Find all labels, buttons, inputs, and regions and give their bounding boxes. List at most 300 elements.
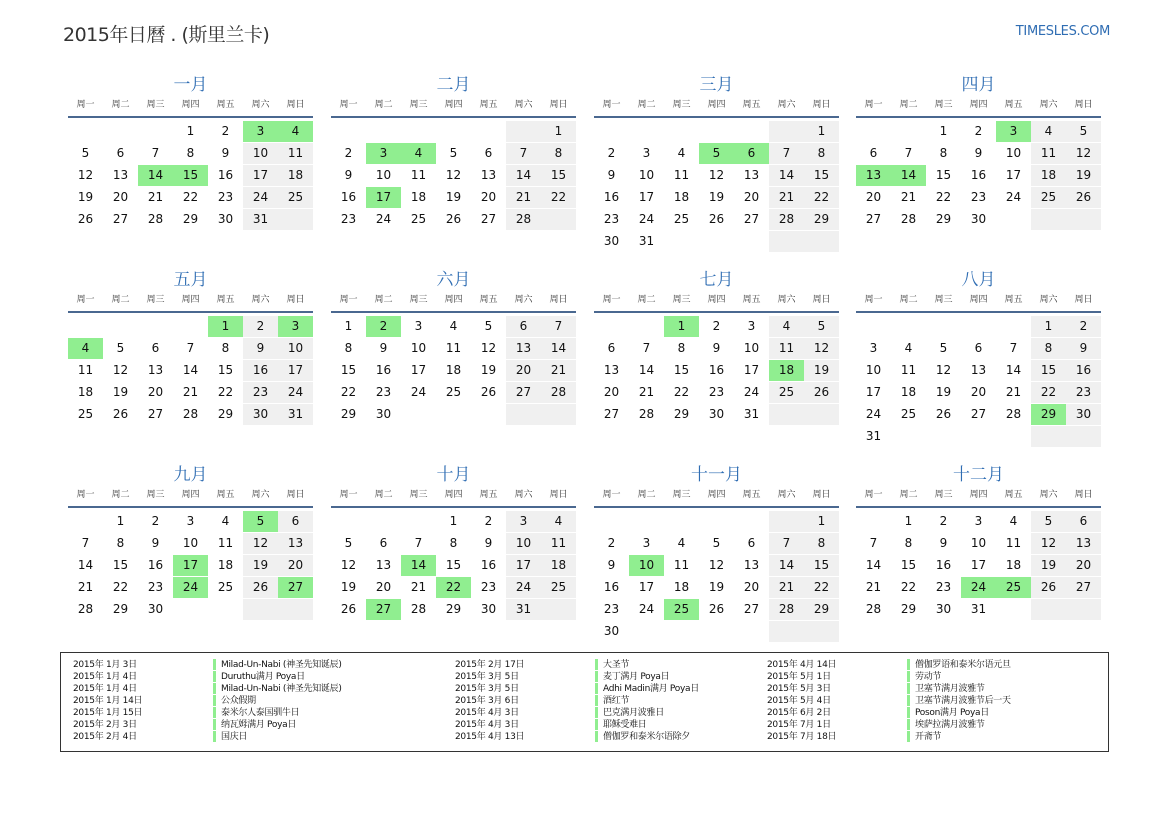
- holiday-name: 纳瓦姆满月 Poya日: [221, 720, 297, 730]
- empty-cell: [734, 231, 769, 252]
- week-row: [856, 338, 1101, 360]
- day-cell: 30: [480, 602, 497, 616]
- empty-cell: [541, 599, 576, 620]
- week-row: [68, 555, 313, 577]
- weekday-label: 周二: [637, 295, 656, 305]
- weekday-label: 周二: [374, 295, 393, 305]
- day-cell: 11: [1005, 536, 1022, 550]
- day-cell: 3: [278, 316, 313, 337]
- empty-cell: [401, 121, 436, 142]
- day-cell: 6: [869, 146, 878, 160]
- day-cell: 4: [1031, 121, 1066, 142]
- day-cell: 3: [414, 319, 423, 333]
- week-row: [856, 555, 1101, 577]
- day-cell: 26: [935, 407, 952, 421]
- day-cell: 27: [970, 407, 987, 421]
- day-cell: 12: [804, 338, 839, 359]
- day-cell: 21: [410, 580, 427, 594]
- day-cell: 10: [182, 536, 199, 550]
- empty-cell: [926, 316, 961, 337]
- day-cell: 23: [480, 580, 497, 594]
- day-cell: 23: [217, 190, 234, 204]
- weekday-label: 周三: [146, 295, 165, 305]
- day-cell: 18: [77, 385, 94, 399]
- day-cell: 15: [173, 165, 208, 186]
- weekday-label: 周一: [76, 100, 95, 110]
- day-cell: 14: [182, 363, 199, 377]
- week-row: [68, 209, 313, 231]
- month-calendar: [594, 268, 839, 426]
- day-cell: 2: [366, 316, 401, 337]
- week-row: [331, 209, 576, 231]
- weekday-label: 周二: [637, 490, 656, 500]
- day-cell: 6: [506, 316, 541, 337]
- weekday-label: 周二: [374, 490, 393, 500]
- week-row: [594, 187, 839, 209]
- week-row: [594, 360, 839, 382]
- day-cell: 25: [445, 385, 462, 399]
- empty-cell: [664, 231, 699, 252]
- month-calendar: [68, 73, 313, 231]
- week-row: [68, 577, 313, 599]
- day-cell: 29: [900, 602, 917, 616]
- day-cell: 28: [769, 209, 804, 230]
- day-cell: 10: [506, 533, 541, 554]
- weekday-label: 周二: [899, 295, 918, 305]
- empty-cell: [891, 426, 926, 447]
- week-row: [331, 382, 576, 404]
- week-row: [856, 382, 1101, 404]
- weekday-label: 周一: [864, 490, 883, 500]
- day-cell: 8: [116, 536, 125, 550]
- holiday-marker: [595, 719, 598, 730]
- day-cell: 9: [974, 146, 983, 160]
- header-divider: [856, 116, 1101, 118]
- day-cell: 12: [708, 558, 725, 572]
- month-name: 十一月: [691, 465, 742, 485]
- day-cell: 6: [607, 341, 616, 355]
- day-cell: 19: [445, 190, 462, 204]
- day-cell: 13: [856, 165, 891, 186]
- empty-cell: [856, 316, 891, 337]
- day-cell: 10: [375, 168, 392, 182]
- weekday-label: 周一: [864, 295, 883, 305]
- day-cell: 16: [708, 363, 725, 377]
- day-cell: 10: [970, 536, 987, 550]
- header-divider: [594, 506, 839, 508]
- day-cell: 22: [935, 190, 952, 204]
- header-divider: [331, 506, 576, 508]
- day-cell: 21: [865, 580, 882, 594]
- day-cell: 19: [480, 363, 497, 377]
- day-cell: 9: [607, 558, 616, 572]
- day-cell: 8: [939, 146, 948, 160]
- weekday-label: 周六: [251, 295, 270, 305]
- day-cell: 3: [869, 341, 878, 355]
- empty-cell: [243, 599, 278, 620]
- day-cell: 28: [147, 212, 164, 226]
- day-cell: 23: [1066, 382, 1101, 403]
- week-row: [594, 511, 839, 533]
- holiday-name: 僧伽罗和泰米尔语除夕: [603, 732, 691, 742]
- day-cell: 9: [607, 168, 616, 182]
- day-cell: 17: [243, 165, 278, 186]
- day-cell: 20: [865, 190, 882, 204]
- day-cell: 29: [1031, 404, 1066, 425]
- day-cell: 30: [935, 602, 952, 616]
- day-cell: 13: [480, 168, 497, 182]
- holiday-date: 2015年 2月 3日: [73, 720, 137, 730]
- day-cell: 22: [804, 577, 839, 598]
- day-cell: 22: [436, 577, 471, 598]
- day-cell: 11: [1031, 143, 1066, 164]
- day-cell: 9: [939, 536, 948, 550]
- weekday-label: 周二: [637, 100, 656, 110]
- week-row: [68, 143, 313, 165]
- day-cell: 6: [116, 146, 125, 160]
- week-row: [594, 209, 839, 231]
- day-cell: 10: [410, 341, 427, 355]
- month-calendar: [68, 463, 313, 621]
- week-row: [594, 231, 839, 253]
- day-cell: 6: [747, 536, 756, 550]
- day-cell: 19: [935, 385, 952, 399]
- day-cell: 30: [147, 602, 164, 616]
- day-cell: 16: [243, 360, 278, 381]
- day-cell: 5: [81, 146, 90, 160]
- day-cell: 6: [1066, 511, 1101, 532]
- day-cell: 7: [769, 143, 804, 164]
- day-cell: 13: [375, 558, 392, 572]
- day-cell: 7: [506, 143, 541, 164]
- day-cell: 9: [344, 168, 353, 182]
- weekday-label: 周六: [777, 490, 796, 500]
- day-cell: 4: [677, 146, 686, 160]
- holiday-name: Duruthu满月 Poya日: [221, 672, 305, 682]
- day-cell: 20: [278, 555, 313, 576]
- holiday-marker: [907, 683, 910, 694]
- day-cell: 8: [344, 341, 353, 355]
- day-cell: 31: [243, 209, 278, 230]
- day-cell: 11: [278, 143, 313, 164]
- day-cell: 3: [747, 319, 756, 333]
- weekday-label: 周四: [969, 100, 988, 110]
- empty-cell: [506, 121, 541, 142]
- weekday-label: 周一: [339, 490, 358, 500]
- day-cell: 23: [375, 385, 392, 399]
- day-cell: 19: [340, 580, 357, 594]
- holiday-name: Poson满月 Poya日: [915, 708, 989, 718]
- day-cell: 9: [379, 341, 388, 355]
- weekday-header: [331, 487, 576, 504]
- day-cell: 28: [182, 407, 199, 421]
- holiday-date: 2015年 7月 18日: [767, 732, 837, 742]
- header-divider: [331, 311, 576, 313]
- holiday-name: Adhi Madin满月 Poya日: [603, 684, 699, 694]
- week-row: [594, 577, 839, 599]
- month-calendar: [331, 463, 576, 621]
- day-cell: 17: [173, 555, 208, 576]
- legend-row: [73, 683, 342, 695]
- day-cell: 1: [804, 121, 839, 142]
- day-cell: 22: [112, 580, 129, 594]
- week-row: [856, 143, 1101, 165]
- day-cell: 1: [1031, 316, 1066, 337]
- day-cell: 26: [480, 385, 497, 399]
- legend-row: [455, 683, 699, 695]
- month-name: 八月: [961, 270, 996, 290]
- day-cell: 21: [900, 190, 917, 204]
- day-cell: 27: [278, 577, 313, 598]
- week-row: [331, 577, 576, 599]
- day-cell: 19: [243, 555, 278, 576]
- day-cell: 5: [712, 536, 721, 550]
- weekday-label: 周一: [602, 100, 621, 110]
- day-cell: 2: [607, 146, 616, 160]
- holiday-name: 国庆日: [221, 732, 248, 742]
- weekday-label: 周一: [76, 490, 95, 500]
- day-cell: 15: [804, 165, 839, 186]
- week-row: [331, 187, 576, 209]
- empty-cell: [769, 121, 804, 142]
- day-cell: 22: [900, 580, 917, 594]
- month-name: 五月: [173, 270, 208, 290]
- day-cell: 26: [243, 577, 278, 598]
- month-name: 九月: [173, 465, 208, 485]
- week-row: [68, 187, 313, 209]
- day-cell: 25: [77, 407, 94, 421]
- weekday-label: 周五: [742, 490, 761, 500]
- day-cell: 6: [278, 511, 313, 532]
- day-cell: 20: [1066, 555, 1101, 576]
- weekday-label: 周四: [181, 490, 200, 500]
- weekday-label: 周六: [1039, 100, 1058, 110]
- weekday-label: 周六: [251, 490, 270, 500]
- day-cell: 3: [186, 514, 195, 528]
- weekday-label: 周五: [216, 100, 235, 110]
- day-cell: 17: [366, 187, 401, 208]
- day-cell: 7: [414, 536, 423, 550]
- day-cell: 21: [77, 580, 94, 594]
- legend-row: [73, 731, 342, 743]
- day-cell: 17: [506, 555, 541, 576]
- weekday-label: 周日: [549, 100, 568, 110]
- day-cell: 25: [673, 212, 690, 226]
- day-cell: 7: [151, 146, 160, 160]
- day-cell: 19: [804, 360, 839, 381]
- holiday-legend: [60, 652, 1109, 752]
- weekday-label: 周三: [672, 295, 691, 305]
- day-cell: 7: [1009, 341, 1018, 355]
- weekday-label: 周一: [76, 295, 95, 305]
- empty-cell: [173, 316, 208, 337]
- weekday-label: 周一: [339, 100, 358, 110]
- day-cell: 1: [904, 514, 913, 528]
- day-cell: 28: [638, 407, 655, 421]
- day-cell: 17: [638, 190, 655, 204]
- day-cell: 15: [1031, 360, 1066, 381]
- weekday-header: [68, 487, 313, 504]
- day-cell: 14: [638, 363, 655, 377]
- day-cell: 7: [869, 536, 878, 550]
- day-cell: 8: [541, 143, 576, 164]
- weekday-label: 周日: [812, 490, 831, 500]
- month-calendar: [594, 73, 839, 253]
- day-cell: 19: [708, 580, 725, 594]
- weekday-label: 周二: [899, 490, 918, 500]
- weekday-label: 周三: [409, 100, 428, 110]
- weekday-label: 周五: [216, 490, 235, 500]
- day-cell: 4: [68, 338, 103, 359]
- week-row: [331, 555, 576, 577]
- holiday-marker: [213, 707, 216, 718]
- day-cell: 27: [1066, 577, 1101, 598]
- day-cell: 25: [664, 599, 699, 620]
- day-cell: 14: [1005, 363, 1022, 377]
- week-row: [856, 209, 1101, 231]
- day-cell: 3: [506, 511, 541, 532]
- holiday-date: 2015年 5月 4日: [767, 696, 831, 706]
- week-row: [856, 577, 1101, 599]
- holiday-date: 2015年 1月 14日: [73, 696, 143, 706]
- day-cell: 27: [112, 212, 129, 226]
- holiday-name: 巴克满月波雅日: [603, 708, 664, 718]
- weekday-label: 周三: [934, 100, 953, 110]
- day-cell: 14: [769, 165, 804, 186]
- week-row: [856, 360, 1101, 382]
- empty-cell: [1066, 599, 1101, 620]
- day-cell: 2: [1066, 316, 1101, 337]
- day-cell: 18: [445, 363, 462, 377]
- empty-cell: [103, 316, 138, 337]
- day-cell: 19: [708, 190, 725, 204]
- empty-cell: [996, 209, 1031, 230]
- week-row: [68, 404, 313, 426]
- day-cell: 10: [278, 338, 313, 359]
- day-cell: 18: [1031, 165, 1066, 186]
- day-cell: 1: [208, 316, 243, 337]
- day-cell: 13: [743, 558, 760, 572]
- weekday-label: 周日: [812, 100, 831, 110]
- day-cell: 13: [603, 363, 620, 377]
- day-cell: 16: [970, 168, 987, 182]
- legend-row: [455, 731, 699, 743]
- day-cell: 31: [638, 234, 655, 248]
- day-cell: 9: [151, 536, 160, 550]
- empty-cell: [278, 599, 313, 620]
- week-row: [856, 121, 1101, 143]
- legend-row: [767, 731, 1011, 743]
- weekday-header: [856, 292, 1101, 309]
- legend-row: [73, 695, 342, 707]
- day-cell: 12: [935, 363, 952, 377]
- day-cell: 16: [147, 558, 164, 572]
- holiday-date: 2015年 1月 4日: [73, 684, 137, 694]
- day-cell: 29: [217, 407, 234, 421]
- empty-cell: [208, 599, 243, 620]
- day-cell: 10: [243, 143, 278, 164]
- week-row: [594, 621, 839, 643]
- day-cell: 15: [445, 558, 462, 572]
- day-cell: 2: [344, 146, 353, 160]
- weekday-label: 周四: [444, 490, 463, 500]
- day-cell: 8: [904, 536, 913, 550]
- holiday-marker: [595, 695, 598, 706]
- empty-cell: [541, 209, 576, 230]
- day-cell: 16: [480, 558, 497, 572]
- weekday-label: 周六: [777, 100, 796, 110]
- weekday-label: 周三: [934, 490, 953, 500]
- day-cell: 6: [484, 146, 493, 160]
- empty-cell: [769, 404, 804, 425]
- day-cell: 12: [77, 168, 94, 182]
- day-cell: 25: [541, 577, 576, 598]
- day-cell: 20: [603, 385, 620, 399]
- header-divider: [68, 116, 313, 118]
- day-cell: 26: [340, 602, 357, 616]
- week-row: [594, 121, 839, 143]
- day-cell: 11: [445, 341, 462, 355]
- day-cell: 18: [278, 165, 313, 186]
- weekday-label: 周二: [111, 100, 130, 110]
- day-cell: 1: [664, 316, 699, 337]
- week-row: [68, 360, 313, 382]
- day-cell: 5: [1066, 121, 1101, 142]
- day-cell: 2: [151, 514, 160, 528]
- empty-cell: [804, 621, 839, 642]
- day-cell: 21: [147, 190, 164, 204]
- site-link[interactable]: TIMESLES.COM: [1015, 24, 1110, 39]
- holiday-date: 2015年 5月 1日: [767, 672, 831, 682]
- day-cell: 14: [891, 165, 926, 186]
- holiday-name: 卫塞节满月波雅节后一天: [915, 696, 1011, 706]
- empty-cell: [769, 511, 804, 532]
- week-row: [331, 165, 576, 187]
- holiday-name: 劳动节: [915, 672, 942, 682]
- day-cell: 14: [865, 558, 882, 572]
- day-cell: 13: [970, 363, 987, 377]
- day-cell: 6: [974, 341, 983, 355]
- day-cell: 28: [541, 382, 576, 403]
- day-cell: 19: [77, 190, 94, 204]
- weekday-label: 周日: [549, 295, 568, 305]
- empty-cell: [629, 621, 664, 642]
- weekday-label: 周一: [864, 100, 883, 110]
- day-cell: 23: [243, 382, 278, 403]
- legend-row: [767, 719, 1011, 731]
- day-cell: 11: [77, 363, 94, 377]
- day-cell: 15: [217, 363, 234, 377]
- weekday-header: [331, 97, 576, 114]
- day-cell: 18: [217, 558, 234, 572]
- day-cell: 23: [147, 580, 164, 594]
- month-name: 十二月: [953, 465, 1004, 485]
- day-cell: 4: [1009, 514, 1018, 528]
- day-cell: 8: [186, 146, 195, 160]
- holiday-date: 2015年 5月 3日: [767, 684, 831, 694]
- day-cell: 20: [970, 385, 987, 399]
- day-cell: 16: [217, 168, 234, 182]
- weekday-label: 周五: [479, 100, 498, 110]
- empty-cell: [471, 121, 506, 142]
- day-cell: 27: [865, 212, 882, 226]
- weekday-header: [68, 97, 313, 114]
- month-calendar: [856, 73, 1101, 231]
- weekday-label: 周五: [1004, 490, 1023, 500]
- weekday-label: 周二: [111, 295, 130, 305]
- holiday-name: 埃萨拉满月波雅节: [915, 720, 985, 730]
- day-cell: 21: [506, 187, 541, 208]
